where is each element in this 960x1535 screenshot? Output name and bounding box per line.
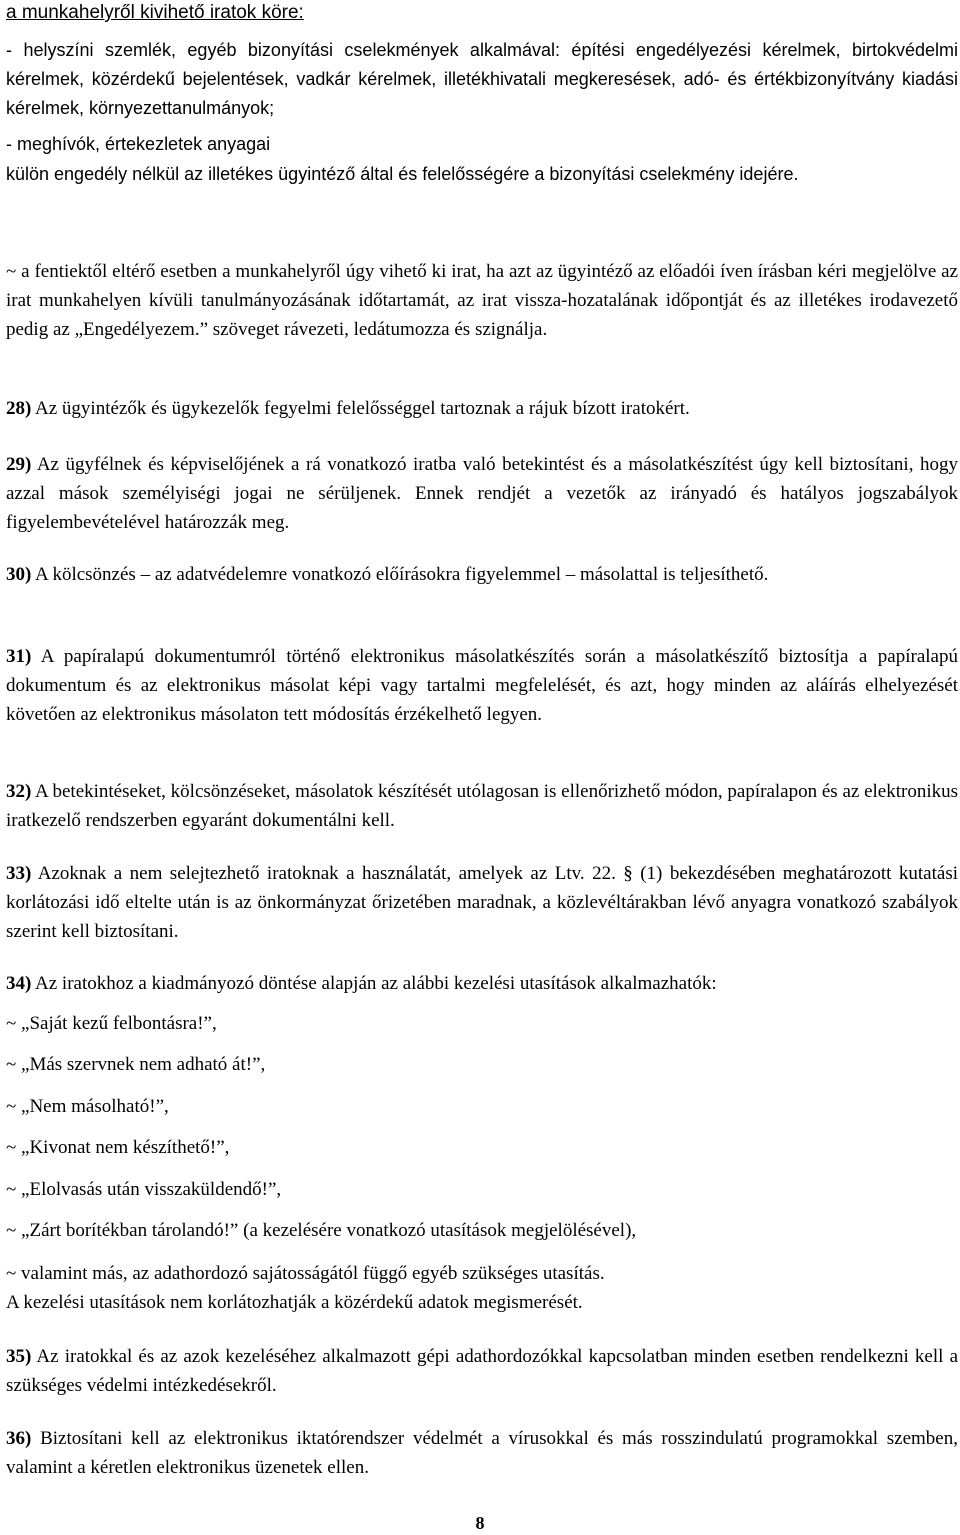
paragraph-34: [6, 969, 958, 998]
instruction-item: ~ „Elolvasás után visszaküldendő!”,: [6, 1179, 282, 1200]
paragraph-other-cases: [6, 257, 958, 344]
paragraph-text: ~ a fentiektől eltérő esetben a munkahelyről úgy vihető ki irat, ha azt az ügyintéző az előadói íven írásban kéri megjelölve az irat munkahelyen kívüli tanulmányozásának időtartamát, az irat vissza-hozatalának időpontját és az illetékes irodavezető pedig az „Engedélyezem.” szöveget rávezeti, ledátumozza és szignálja.: [6, 261, 958, 340]
paragraph-text: Azoknak a nem selejtezhető iratoknak a használatát, amelyek az Ltv. 22. § (1) bekezdésében meghatározott kutatási korlátozási idő eltelte után is az önkormányzat őrizetében maradnak, a közlevéltárakban lévő anyagra vonatkozó szabályok szerint kell biztosítani.: [6, 863, 958, 942]
paragraph-text: Az ügyintézők és ügykezelők fegyelmi felelősséggel tartoznak a rájuk bízott iratokért.: [31, 398, 690, 419]
paragraph-33: [6, 859, 958, 946]
paragraph-number: 35): [6, 1346, 32, 1367]
paragraph-number: 36): [6, 1428, 32, 1449]
paragraph-text: A betekintéseket, kölcsönzéseket, másolatok készítését utólagosan is ellenőrizhető módon, papíralapon és az elektronikus iratkezelő rendszerben egyaránt dokumentálni kell.: [6, 781, 958, 831]
removable-documents-list: [6, 36, 958, 123]
paragraph-28: [6, 394, 958, 423]
paragraph-number: 30): [6, 564, 32, 585]
paragraph-number: 29): [6, 454, 32, 475]
page-number: 8: [475, 1513, 485, 1533]
paragraph-text: A papíralapú dokumentumról történő elektronikus másolatkészítés során a másolatkészítő biztosítja a papíralapú dokumentum és az elektronikus másolat képi vagy tartalmi megfelelését, és azt, hogy minden az aláírás elhelyezését követően az elektronikus másolaton tett módosítás érzékelhető legyen.: [6, 646, 958, 725]
paragraph-text: Az ügyfélnek és képviselőjének a rá vonatkozó iratba való betekintést és a másolatkészítést úgy kell biztosítani, hogy azzal mások személyiségi jogai ne sérüljenek. Ennek rendjét a vezetők az irányadó és hatályos jogszabályok figyelembevételével határozzák meg.: [6, 454, 958, 533]
paragraph-number: 28): [6, 398, 32, 419]
paragraph-number: 34): [6, 973, 32, 994]
section-heading: a munkahelyről kivihető iratok köre:: [6, 2, 304, 23]
paragraph-36: [6, 1424, 958, 1482]
instruction-item: ~ „Saját kezű felbontásra!”,: [6, 1013, 217, 1034]
instruction-item: ~ valamint más, az adathordozó sajátosságától függő egyéb szükséges utasítás.: [6, 1263, 605, 1284]
paragraph-number: 31): [6, 646, 32, 667]
instructions-note: A kezelési utasítások nem korlátozhatják a közérdekű adatok megismerését.: [6, 1292, 583, 1313]
paragraph-number: 32): [6, 781, 32, 802]
list-footer: külön engedély nélkül az illetékes ügyintéző által és felelősségére a bizonyítási cselekmény idejére.: [6, 164, 799, 184]
list-item-invitations-block: [6, 130, 958, 159]
paragraph-number: 33): [6, 863, 32, 884]
instruction-item: ~ „Zárt borítékban tárolandó!” (a kezelésére vonatkozó utasítások megjelölésével),: [6, 1220, 637, 1241]
paragraph-text: Az iratokkal és az azok kezeléséhez alkalmazott gépi adathordozókkal kapcsolatban minden esetben rendelkezni kell a szükséges védelmi intézkedésekről.: [6, 1346, 958, 1396]
paragraph-text: A kölcsönzés – az adatvédelemre vonatkozó előírásokra figyelemmel – másolattal is teljesíthető.: [31, 564, 769, 585]
instruction-item: ~ „Más szervnek nem adható át!”,: [6, 1054, 266, 1075]
paragraph-32: [6, 777, 958, 835]
list-item-invitations: - meghívók, értekezletek anyagai: [6, 134, 271, 154]
paragraph-31: [6, 642, 958, 729]
list-footer-block: [6, 160, 958, 189]
instruction-item: ~ „Nem másolható!”,: [6, 1096, 169, 1117]
instruction-item: ~ „Kivonat nem készíthető!”,: [6, 1137, 230, 1158]
list-item-site-inspections: - helyszíni szemlék, egyéb bizonyítási cselekmények alkalmával: építési engedélyezési kérelmek, birtokvédelmi kérelmek, közérdekű bejelentések, vadkár kérelmek, illetékhivatali megkeresések, adó- és értékbizonyítvány kiadási kérelmek, környezettanulmányok;: [6, 40, 958, 118]
paragraph-text: Biztosítani kell az elektronikus iktatórendszer védelmét a vírusokkal és más rosszindulatú programokkal szemben, valamint a kéretlen elektronikus üzenetek ellen.: [6, 1428, 958, 1478]
paragraph-30: [6, 560, 958, 589]
paragraph-35: [6, 1342, 958, 1400]
paragraph-29: [6, 450, 958, 537]
paragraph-text: Az iratokhoz a kiadmányozó döntése alapján az alábbi kezelési utasítások alkalmazhatók:: [31, 973, 717, 994]
